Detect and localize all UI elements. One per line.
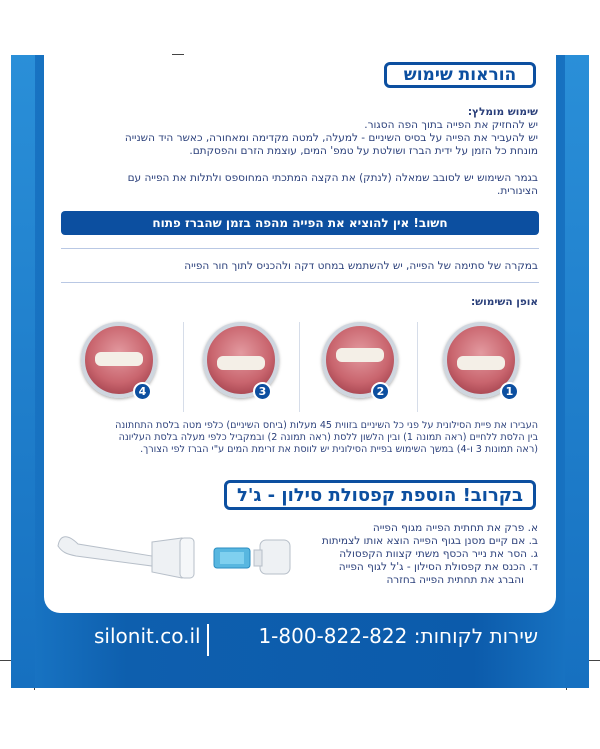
coming-soon-title: בקרוב! הוספת קפסולת סילון - ג'ל — [224, 480, 536, 510]
step-divider — [417, 322, 418, 412]
capsule-step: ג. הסר את נייר הכסף משתי קצוות הקפסולה — [339, 548, 538, 560]
teeth-illustration — [95, 352, 143, 366]
frame-stripe-right — [565, 55, 589, 688]
capsule-step: והברג את תחתית הפייה בחזרה — [386, 574, 524, 586]
step-badge-1: 1 — [500, 382, 519, 401]
teeth-illustration — [457, 356, 505, 370]
step-badge-2: 2 — [371, 382, 390, 401]
usage-line: (ראה תמונות 3 ו-4) במשך השימוש בפיית הסילונית יש לווסת את זרימת המים ע"י הברז לפי הצורך. — [140, 444, 538, 455]
capsule-step: ד. הכנס את קפסולת הסילון - ג'ל לגוף הפייה — [338, 561, 538, 573]
nozzle-illustration — [56, 526, 294, 586]
coming-soon-steps — [298, 522, 538, 587]
recommended-line: יש להעביר את הפייה על בסיס השיניים - למעלה, למטה מקדימה ומאחורה, כאשר היד השנייה — [124, 132, 538, 144]
usage-line: בין הלסת ללחיים (ראה תמונה 1) ובין הלשון ללסת (ראה תמונה 2) ובמקביל כלפי מעלה בלסת העליונה — [118, 432, 538, 443]
teeth-illustration — [217, 356, 265, 370]
usage-line: העבירו את פיית הסילונית על פני כל השיניים בזווית 45 מעלות (ביחס השיניים) כלפי מטה בלסת התחתונה — [115, 420, 538, 431]
step-divider — [183, 322, 184, 412]
warning-banner: חשוב! אין להוציא את הפייה מהפה בזמן שהברז פתוח — [61, 211, 539, 235]
footer-separator — [207, 624, 209, 656]
capsule-step: ב. אם קיים מסנן בגוף הפייה הוצא אותו לצמיתות — [321, 535, 538, 547]
capsule-step: א. פרק את תחתית הפייה מגוף הפייה — [372, 522, 538, 534]
website-link[interactable]: silonit.co.il — [94, 624, 201, 648]
step-badge-4: 4 — [133, 382, 152, 401]
teeth-illustration — [336, 348, 384, 362]
after-use-text — [58, 172, 538, 198]
recommended-line: מונחת כל הזמן על ידית הברז ושולטת על טמפ' המים, עוצמת הזרם והפסקתם. — [189, 145, 538, 157]
after-use-line: הצינורית. — [496, 185, 538, 197]
customer-service-phone[interactable]: שירות לקוחות: 1-800-822-822 — [258, 624, 538, 648]
recommended-line: יש להחזיק את הפייה בתוך הפה הסגור. — [364, 119, 538, 131]
divider — [61, 248, 539, 249]
step-divider — [299, 322, 300, 412]
after-use-line: בגמר השימוש יש לסובב שמאלה (לנתק) את הקצה המתכתי המחוספס ולתלות את הפייה עם — [127, 172, 538, 184]
usage-instructions — [58, 420, 538, 456]
page-title: הוראות שימוש — [384, 62, 536, 88]
recommended-heading: שימוש מומלץ: — [467, 106, 538, 118]
step-badge-3: 3 — [253, 382, 272, 401]
blockage-note: במקרה של סתימה של הפייה, יש להשתמש במחט דקה ולהכניס לתוך חור הפייה — [184, 260, 538, 272]
usage-heading: אופן השימוש: — [470, 296, 538, 308]
divider — [61, 282, 539, 283]
recommended-section — [58, 106, 538, 158]
frame-stripe-left — [11, 55, 35, 688]
